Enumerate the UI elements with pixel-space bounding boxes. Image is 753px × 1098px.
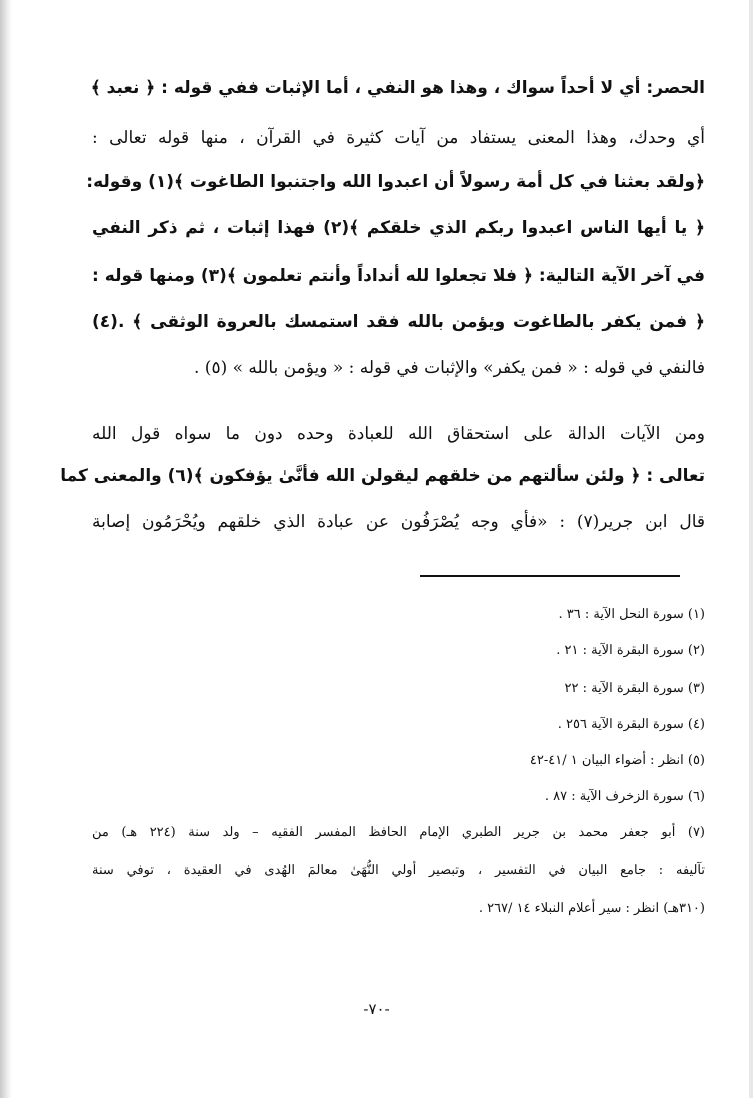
- body-line-2: أي وحدك، وهذا المعنى يستفاد من آيات كثيرة في القرآن ، منها قوله تعالى :: [92, 128, 705, 148]
- footnote-separator: [420, 575, 680, 577]
- footnote-7-line-3: (٣١٠هـ) انظر : سير أعلام النبلاء ١٤ /٢٦٧ .: [478, 901, 705, 916]
- body-line-1: الحصر: أي لا أحداً سواك ، وهذا هو النفي ، أما الإثبات ففي قوله : ﴿ نعبد ﴾: [90, 78, 705, 98]
- footnote-2: (٢) سورة البقرة الآية : ٢١ .: [556, 643, 705, 658]
- footnote-1: (١) سورة النحل الآية : ٣٦ .: [558, 607, 705, 622]
- page-number: -٧٠-: [363, 1000, 390, 1018]
- body-line-9: تعالى : ﴿ ولئن سألتهم من خلقهم ليقولن الله فأنَّىٰ يؤفكون ﴾(٦) والمعنى كما: [60, 466, 705, 486]
- body-line-10: قال ابن جرير(٧) : «فأي وجه يُصْرَفُون عن عبادة الذي خلقهم ويُحْرَمُون إصابة: [92, 512, 705, 532]
- body-line-7: فالنفي في قوله : « فمن يكفر» والإثبات في قوله : « ويؤمن بالله » (٥) .: [194, 358, 705, 378]
- footnote-4: (٤) سورة البقرة الآية ٢٥٦ .: [557, 717, 705, 732]
- footnote-7-line-1: (٧) أبو جعفر محمد بن جرير الطبري الإمام الحافظ المفسر الفقيه – ولد سنة (٢٢٤ هـ) من: [92, 825, 705, 840]
- body-line-4: ﴿ يا أيها الناس اعبدوا ربكم الذي خلقكم ﴾(٢) فهذا إثبات ، ثم ذكر النفي: [92, 218, 705, 238]
- body-line-5: في آخر الآية التالية: ﴿ فلا تجعلوا لله أنداداً وأنتم تعلمون ﴾(٣) ومنها قوله :: [92, 266, 705, 286]
- body-line-3: ﴿ولقد بعثنا في كل أمة رسولاً أن اعبدوا الله واجتنبوا الطاغوت ﴾(١) وقوله:: [86, 172, 705, 192]
- footnote-6: (٦) سورة الزخرف الآية : ٨٧ .: [544, 789, 705, 804]
- body-line-6: ﴿ فمن يكفر بالطاغوت ويؤمن بالله فقد استمسك بالعروة الوثقى ﴾ .(٤): [92, 312, 705, 332]
- body-line-8: ومن الآيات الدالة على استحقاق الله للعبادة وحده دون ما سواه قول الله: [92, 424, 705, 444]
- footnote-3: (٣) سورة البقرة الآية : ٢٢: [564, 681, 705, 696]
- footnote-5: (٥) انظر : أضواء البيان ١ /٤١-٤٢: [529, 753, 705, 768]
- footnote-7-line-2: تآليفه : جامع البيان في التفسير ، وتبصير أولي النُّهَىٰ معالمَ الهُدى في العقيدة ، توفي سنة: [92, 863, 705, 878]
